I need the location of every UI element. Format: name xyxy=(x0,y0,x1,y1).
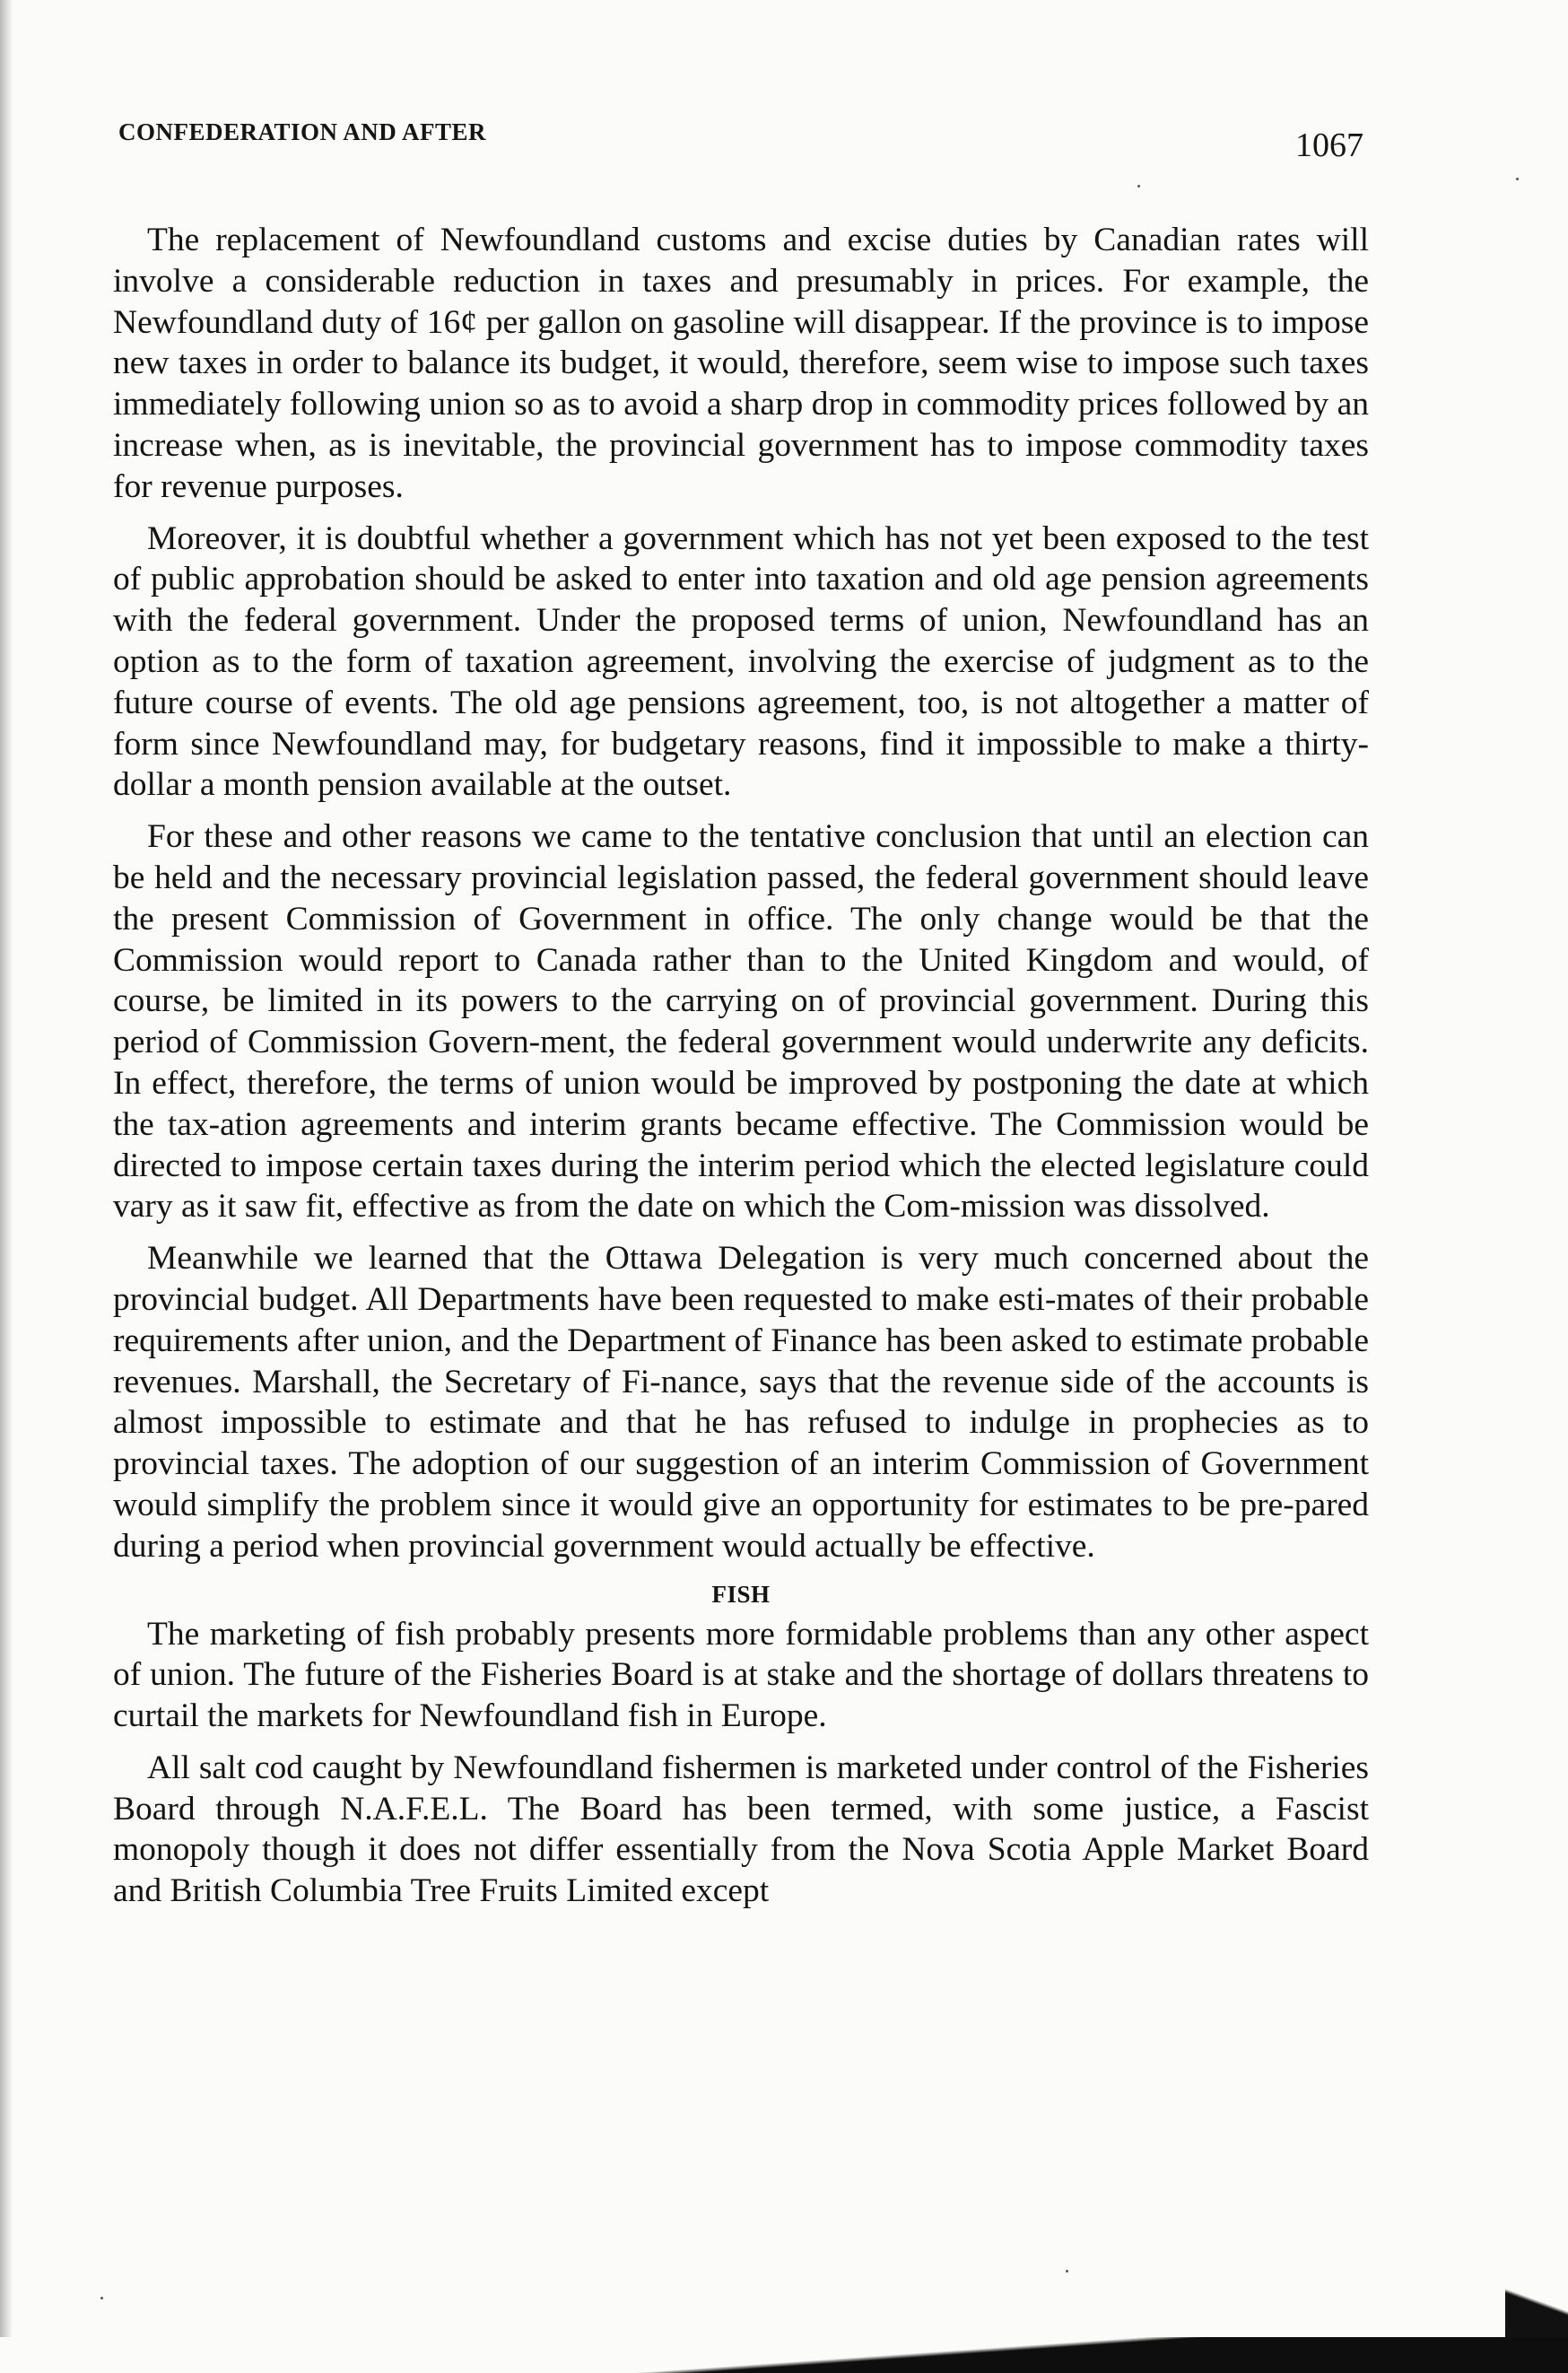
scan-speck xyxy=(1066,2270,1068,2273)
page-number: 1067 xyxy=(1295,127,1363,164)
paragraph-tax-replacement: The replacement of Newfoundland customs and excise duties by Canadian rates will involve a considerable reduction in taxes and presumably in prices. For example, the Newfoundland duty of 16¢ per gallon on gasoline will disappear. If the province is to impose new taxes in order to balance its budget, it would, therefore, seem wise to impose such taxes immediately following union so as to avoid a sharp drop in commodity prices followed by an increase when, as is inevitable, the provincial government has to impose commodity taxes for revenue purposes. xyxy=(113,222,1369,505)
scan-speck xyxy=(1137,185,1140,188)
paragraph-government-exposure: Moreover, it is doubtful whether a government which has not yet been exposed to the test of public approbation should be asked to enter into taxation and old age pension agreements with the federal government. Under the proposed terms of union, Newfoundland has an option as to the form of taxation agreement, involving the exercise of judgment as to the future course of events. The old age pensions agreement, too, is not altogether a matter of form since Newfoundland may, for budgetary reasons, find it impossible to make a thirty-dollar a month pension available at the outset. xyxy=(113,519,1369,804)
paragraph-fish-marketing: The marketing of fish probably presents more formidable problems than any other aspect of union. The future of the Fisheries Board is at stake and the shortage of dollars threatens to curtail the markets for Newfoundland fish in Europe. xyxy=(113,1615,1369,1735)
scan-speck xyxy=(100,2297,103,2299)
running-head: CONFEDERATION AND AFTER xyxy=(118,118,487,145)
page-left-shadow xyxy=(0,0,13,2373)
scan-speck xyxy=(1516,178,1519,180)
section-heading-fish: FISH xyxy=(711,1580,771,1608)
page-bottom-edge xyxy=(0,2337,1568,2373)
paragraph-commission-proposal: For these and other reasons we came to the tentative conclusion that until an election can be held and the necessary provincial legislation passed, the federal government should leave the present Commission of Government in office. The only change would be that the Commission would report to Canada rather than to the United Kingdom and would, of course, be limited in its powers to the carrying on of provincial government. During this period of Commission Govern-ment, the federal government would underwrite any deficits. In effect, therefore, the terms of union would be improved by postponing the date at which the tax-ation agreements and interim grants became effective. The Commission would be directed to impose certain taxes during the interim period which the elected legislature could vary as it saw fit, effective as from the date on which the Com-mission was dissolved. xyxy=(113,818,1369,1226)
paragraph-salt-cod: All salt cod caught by Newfoundland fishermen is marketed under control of the Fisheries Board through N.A.F.E.L. The Board has been termed, with some justice, a Fascist monopoly though it does not differ essentially from the Nova Scotia Apple Market Board and British Columbia Tree Fruits Limited except xyxy=(113,1749,1369,1910)
paragraph-provincial-budget: Meanwhile we learned that the Ottawa Delegation is very much concerned about the provincial budget. All Departments have been requested to make esti-mates of their probable requirements after union, and the Department of Finance has been asked to estimate probable revenues. Marshall, the Secretary of Fi-nance, says that the revenue side of the accounts is almost impossible to estimate and that he has refused to indulge in prophecies as to provincial taxes. The adoption of our suggestion of an interim Commission of Government would simplify the problem since it would give an opportunity for estimates to be pre-pared during a period when provincial government would actually be effective. xyxy=(113,1240,1369,1565)
body-text xyxy=(113,220,1369,1923)
